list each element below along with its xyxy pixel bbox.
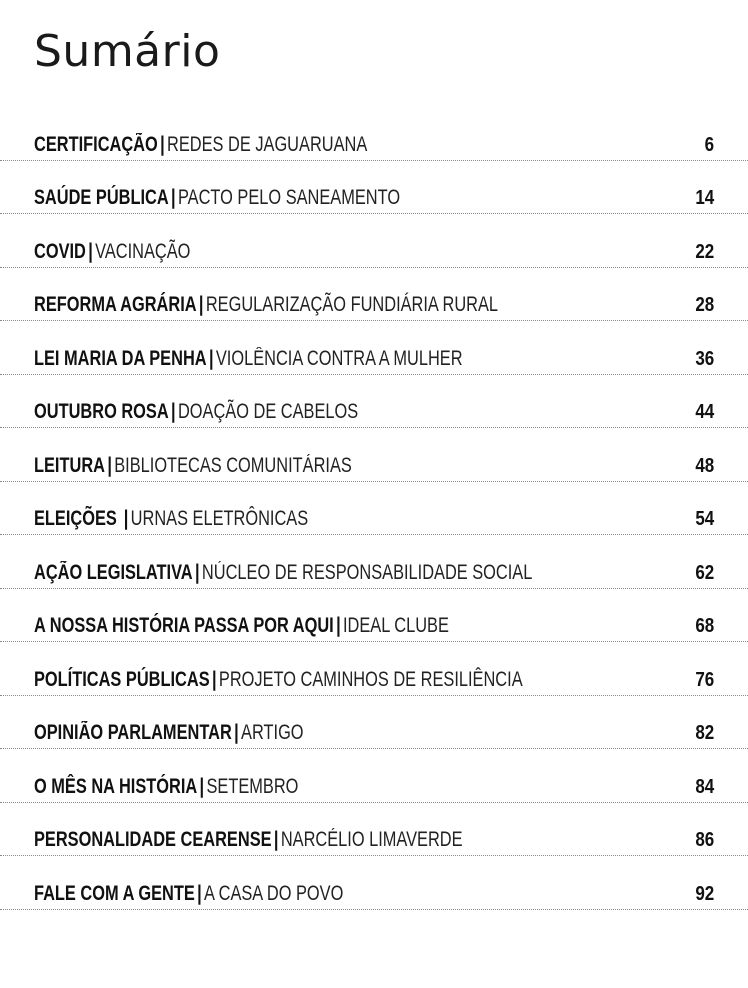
toc-page-number: 82 <box>695 722 714 744</box>
toc-entry <box>34 669 523 690</box>
toc-section: A NOSSA HISTÓRIA PASSA POR AQUI <box>34 614 334 637</box>
toc-topic: SETEMBRO <box>206 774 299 798</box>
toc-item-acao-legislativa[interactable] <box>0 535 748 589</box>
toc-separator: | <box>123 507 129 530</box>
toc-item-certificacao[interactable] <box>0 107 748 161</box>
toc-topic: ARTIGO <box>241 721 304 744</box>
toc-topic: BIBLIOTECAS COMUNITÁRIAS <box>114 453 352 477</box>
toc-topic: IDEAL CLUBE <box>343 614 449 637</box>
toc-page-number: 48 <box>695 454 714 477</box>
table-of-contents <box>0 107 748 910</box>
toc-entry <box>34 829 463 850</box>
toc-separator: | <box>197 881 202 905</box>
toc-topic: VIOLÊNCIA CONTRA A MULHER <box>215 346 463 370</box>
toc-separator: | <box>234 721 239 744</box>
toc-item-politicas-publicas[interactable] <box>0 642 748 696</box>
toc-section: AÇÃO LEGISLATIVA <box>34 560 193 584</box>
toc-page-number: 84 <box>695 775 714 798</box>
toc-separator: | <box>273 828 279 851</box>
toc-separator: | <box>171 186 176 209</box>
toc-page-number: 86 <box>695 829 714 851</box>
toc-topic: A CASA DO POVO <box>204 881 344 905</box>
toc-item-outubro-rosa[interactable] <box>0 375 748 429</box>
toc-item-o-mes-na-historia[interactable] <box>0 749 748 803</box>
toc-item-saude-publica[interactable] <box>0 161 748 215</box>
toc-entry <box>34 615 449 636</box>
toc-section: CERTIFICAÇÃO <box>34 132 158 156</box>
toc-entry <box>34 348 463 369</box>
toc-item-leitura[interactable] <box>0 428 748 482</box>
toc-entry <box>34 722 304 743</box>
toc-entry <box>34 562 532 583</box>
toc-page-number: 28 <box>695 294 714 316</box>
toc-item-covid[interactable] <box>0 214 748 268</box>
toc-section: REFORMA AGRÁRIA <box>34 293 197 316</box>
toc-separator: | <box>194 560 200 584</box>
toc-topic: PROJETO CAMINHOS DE RESILIÊNCIA <box>218 667 523 691</box>
toc-page-number: 44 <box>695 401 714 423</box>
toc-separator: | <box>211 667 217 691</box>
toc-entry <box>34 455 352 476</box>
toc-item-reforma-agraria[interactable] <box>0 268 748 322</box>
toc-section: SAÚDE PÚBLICA <box>34 186 169 209</box>
toc-item-opiniao-parlamentar[interactable] <box>0 696 748 750</box>
toc-section: FALE COM A GENTE <box>34 881 195 905</box>
toc-section: OPINIÃO PARLAMENTAR <box>34 721 232 744</box>
toc-topic: VACINAÇÃO <box>95 239 191 263</box>
toc-section: OUTUBRO ROSA <box>34 400 169 423</box>
toc-section: COVID <box>34 239 86 263</box>
toc-page-number: 14 <box>695 187 714 209</box>
toc-entry <box>34 401 358 422</box>
toc-topic: REDES DE JAGUARUANA <box>167 132 368 156</box>
toc-page-number: 76 <box>695 668 714 691</box>
toc-topic: NÚCLEO DE RESPONSABILIDADE SOCIAL <box>201 560 533 584</box>
toc-item-eleicoes[interactable] <box>0 482 748 536</box>
toc-page-number: 62 <box>695 561 714 584</box>
toc-separator: | <box>171 400 176 423</box>
toc-page-number: 92 <box>695 882 714 905</box>
toc-entry <box>34 776 298 797</box>
toc-topic: NARCÉLIO LIMAVERDE <box>280 828 463 851</box>
page-title: Sumário <box>34 26 221 77</box>
toc-item-lei-maria-da-penha[interactable] <box>0 321 748 375</box>
toc-entry <box>34 294 498 315</box>
toc-item-a-nossa-historia[interactable] <box>0 589 748 643</box>
toc-separator: | <box>336 614 341 637</box>
toc-section: LEITURA <box>34 453 105 477</box>
toc-entry <box>34 134 367 155</box>
toc-section: PERSONALIDADE CEARENSE <box>34 828 272 851</box>
toc-entry <box>34 883 343 904</box>
toc-section: ELEIÇÕES <box>34 507 122 530</box>
toc-page-number: 22 <box>695 240 714 263</box>
toc-item-personalidade-cearense[interactable] <box>0 803 748 857</box>
toc-separator: | <box>199 774 205 798</box>
toc-page-number: 36 <box>695 347 714 370</box>
toc-section: LEI MARIA DA PENHA <box>34 346 207 370</box>
toc-topic: URNAS ELETRÔNICAS <box>130 507 309 530</box>
toc-separator: | <box>107 453 112 477</box>
toc-entry <box>34 508 308 529</box>
toc-separator: | <box>208 346 214 370</box>
toc-topic: PACTO PELO SANEAMENTO <box>177 186 401 209</box>
toc-page-number: 54 <box>695 508 714 530</box>
toc-section: O MÊS NA HISTÓRIA <box>34 774 198 798</box>
toc-topic: REGULARIZAÇÃO FUNDIÁRIA RURAL <box>205 293 499 316</box>
toc-entry <box>34 187 400 208</box>
toc-page-number: 68 <box>695 615 714 637</box>
toc-page-number: 6 <box>704 133 714 156</box>
toc-entry <box>34 241 190 262</box>
toc-separator: | <box>160 132 165 156</box>
toc-item-fale-com-a-gente[interactable] <box>0 856 748 910</box>
toc-separator: | <box>88 239 93 263</box>
toc-separator: | <box>198 293 204 316</box>
toc-section: POLÍTICAS PÚBLICAS <box>34 667 210 691</box>
toc-topic: DOAÇÃO DE CABELOS <box>177 400 359 423</box>
